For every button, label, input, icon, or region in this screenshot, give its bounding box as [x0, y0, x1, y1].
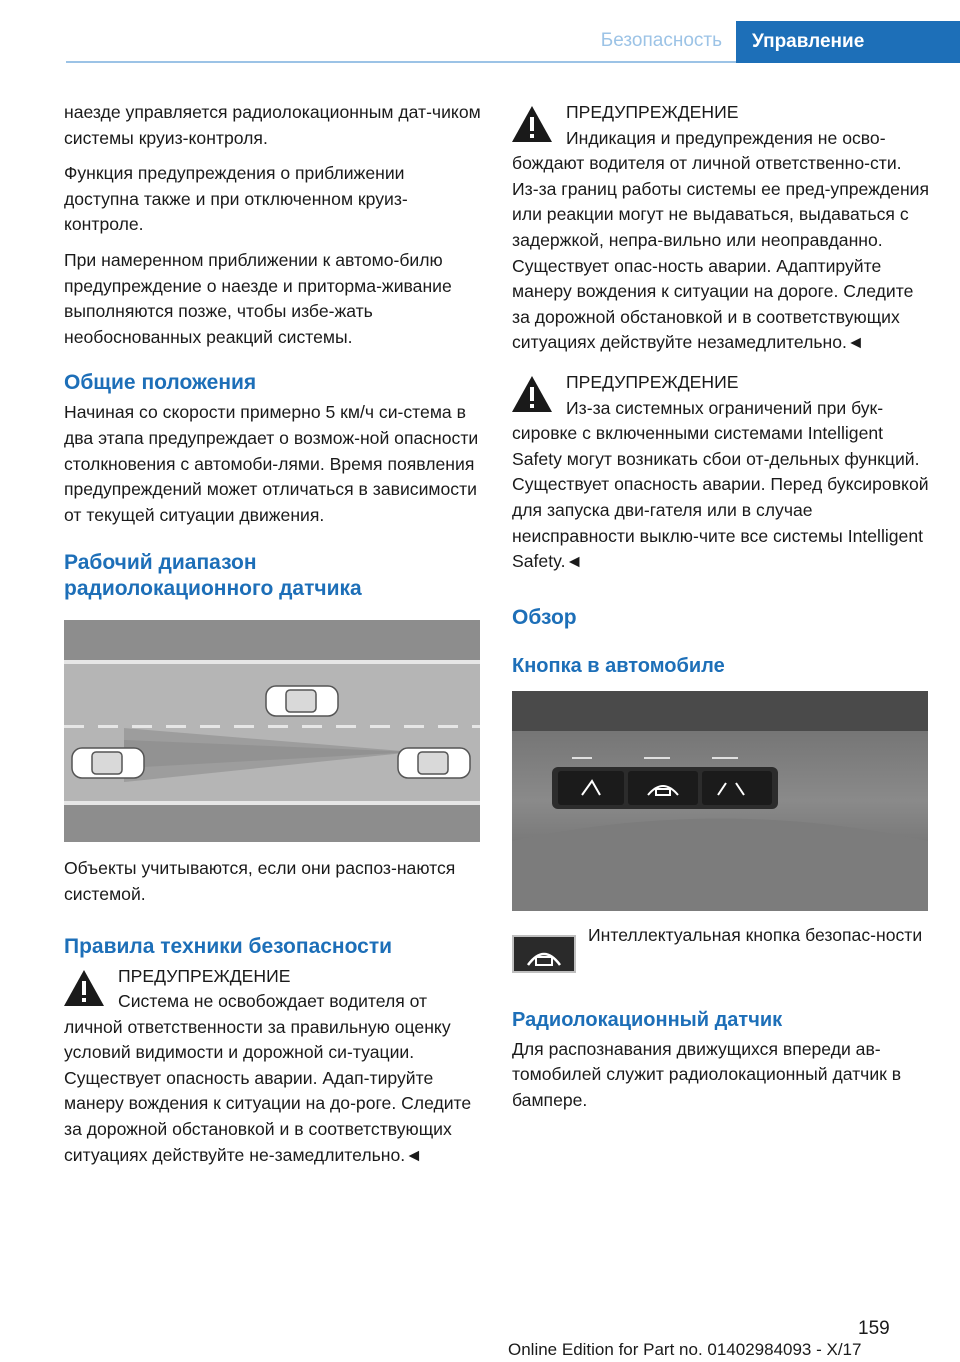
left-column	[64, 100, 484, 1178]
heading-line: радиолокационного датчика	[64, 577, 362, 601]
page-number: 159	[858, 1318, 890, 1339]
section-heading-overview: Обзор	[512, 605, 577, 629]
car-icon	[398, 748, 470, 778]
paragraph: Начиная со скорости примерно 5 км/ч си-стема в два этапа предупреждает о возмож-ной опасности столкновения с автомоби-лями. Время появления предупреждений может отличаться в зависимости от текущей ситуации движения.	[64, 402, 479, 525]
warning-heading: ПРЕДУПРЕЖДЕНИЕ	[118, 965, 291, 986]
warning-first-line: Индикация и предупреждения не осво-	[566, 127, 886, 148]
warning-block	[512, 100, 930, 356]
warning-heading: ПРЕДУПРЕЖДЕНИЕ	[566, 371, 739, 392]
warning-block	[512, 370, 930, 575]
warning-first-line: Система не освобождает водителя от	[118, 991, 428, 1012]
warning-text	[64, 989, 484, 1168]
figure-caption: Объекты учитываются, если они распоз-наются системой.	[64, 858, 456, 904]
tab-safety[interactable]: Безопасность	[600, 30, 722, 51]
warning-triangle-icon	[510, 374, 554, 414]
tab-controls[interactable]: Управление	[736, 21, 960, 63]
radar-range-figure	[64, 620, 480, 842]
section-heading-safety: Правила техники безопасности	[64, 934, 393, 958]
heading-line: Рабочий диапазон	[64, 551, 257, 575]
button-legend	[512, 923, 930, 977]
warning-text	[512, 126, 930, 356]
section-heading-radar-range	[64, 550, 484, 602]
section-heading-general: Общие положения	[64, 371, 257, 395]
button-photo	[512, 691, 928, 911]
warning-text	[512, 396, 930, 575]
warning-triangle-icon	[62, 968, 106, 1008]
warning-heading: ПРЕДУПРЕЖДЕНИЕ	[566, 102, 739, 122]
paragraph: наезде управляется радиолокационным дат-чиком системы круиз-контроля.	[64, 102, 481, 148]
subheading-radar-sensor: Радиолокационный датчик	[512, 1008, 783, 1031]
paragraph: При намеренном приближении к автомо-билю предупреждение о наезде и приторма-живание выполняются позже, чтобы избе-жать необоснованных реакций системы.	[64, 249, 452, 347]
subheading-button: Кнопка в автомобиле	[512, 654, 725, 677]
safety-button-icon	[512, 935, 576, 973]
warning-triangle-icon	[510, 104, 554, 144]
paragraph: Для распознавания движущихся впереди ав-томобилей служит радиолокационный датчик в бампере.	[512, 1038, 902, 1110]
warning-first-line: Из-за системных ограничений при бук-	[566, 397, 884, 418]
paragraph: Функция предупреждения о приближении доступна также и при отключенном круиз-контроле.	[64, 163, 408, 235]
right-column	[512, 100, 930, 1123]
console-buttons-illustration	[512, 691, 928, 911]
warning-rest: личной ответственности за правильную оценку условий видимости и дорожной си-туации. Существует опасность аварии. Адап-тируйте манеру вождения к ситуации на до-роге. Следите за дорожной обстановкой и в соответствующих ситуациях действуйте не-замедлительно.◄	[64, 1016, 472, 1165]
warning-rest: бождают водителя от личной ответственно-сти. Из-за границ работы системы ее пред-упреждения или реакции могут не выдаваться, выдаваться с задержкой, непра-вильно или неоправданно. Существует опас-ность аварии. Адаптируйте манеру вождения к ситуации на дороге. Следите за дорожной обстановкой и в соответствующих ситуациях действуйте незамедлительно.◄	[512, 153, 930, 353]
button-caption: Интеллектуальная кнопка безопас-ности	[588, 924, 923, 945]
edition-note: Online Edition for Part no. 01402984093 - X/17	[508, 1340, 862, 1359]
car-icon	[266, 686, 338, 716]
warning-rest: сировке с включенными системами Intelligent Safety могут возникать сбои от-дельных функций. Существует опасность аварии. Перед буксировкой для запуска дви-гателя или в случае неисправности выклю-чите все системы Intelligent Safety.◄	[512, 423, 929, 572]
road-illustration	[64, 620, 480, 842]
car-icon	[72, 748, 144, 778]
warning-block	[64, 964, 484, 1169]
